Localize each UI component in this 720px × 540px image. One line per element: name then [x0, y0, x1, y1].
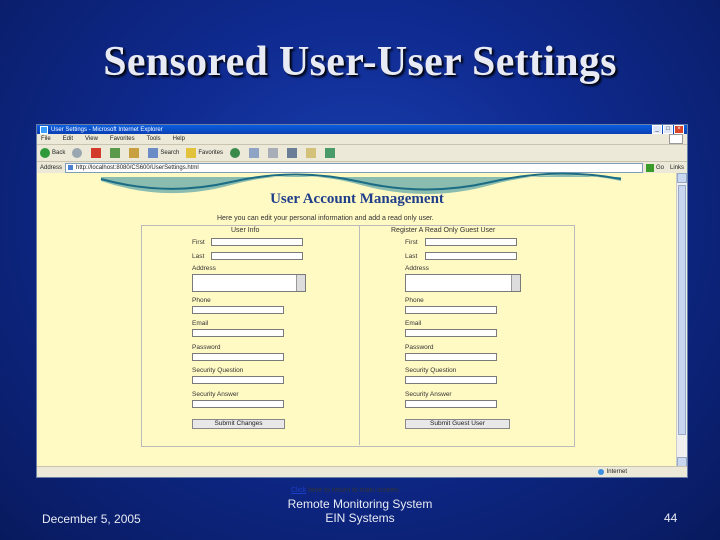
return-text: here to return to main screen.	[308, 487, 400, 494]
favorites-button[interactable]	[186, 148, 223, 158]
textarea-scrollbar[interactable]	[296, 275, 305, 291]
phone-label: Phone	[192, 297, 211, 304]
forward-arrow-icon	[72, 148, 82, 158]
security-answer-input[interactable]	[192, 400, 284, 408]
page-heading: User Account Management	[270, 191, 444, 207]
search-button[interactable]	[148, 148, 179, 158]
edit-page-button[interactable]	[287, 148, 299, 158]
back-arrow-icon	[40, 148, 50, 158]
scroll-up-button[interactable]	[677, 173, 687, 183]
menu-bar	[37, 134, 687, 145]
email-label: Email	[192, 320, 209, 327]
browser-titlebar	[37, 125, 687, 134]
password-label: Password	[192, 344, 221, 351]
intro-text: Here you can edit your personal information and add a read only user.	[217, 215, 434, 222]
guest-password-label: Password	[405, 344, 434, 351]
guest-phone-label: Phone	[405, 297, 424, 304]
messenger-icon	[325, 148, 335, 158]
slide-title: Sensored User-User Settings	[103, 39, 617, 85]
go-button[interactable]	[646, 164, 664, 172]
last-name-label: Last	[192, 253, 205, 260]
browser-window	[36, 124, 688, 494]
guest-security-answer-label: Security Answer	[405, 391, 452, 398]
messenger-button[interactable]	[325, 148, 337, 158]
guest-email-input[interactable]	[405, 329, 497, 337]
last-name-input[interactable]	[211, 252, 303, 260]
print-button[interactable]	[268, 148, 280, 158]
refresh-icon	[110, 148, 120, 158]
home-icon	[129, 148, 139, 158]
guest-first-name-label: First	[405, 239, 418, 246]
windows-logo-icon	[669, 134, 683, 144]
footer-date: December 5, 2005	[42, 512, 141, 526]
guest-address-textarea[interactable]	[405, 274, 521, 292]
page-scrollbar[interactable]	[676, 173, 687, 467]
guest-last-name-input[interactable]	[425, 252, 517, 260]
print-icon	[268, 148, 278, 158]
mail-icon	[249, 148, 259, 158]
address-value: http://localhost:8080/CS600/UserSettings.html	[76, 164, 199, 171]
discuss-button[interactable]	[306, 148, 318, 158]
password-input[interactable]	[192, 353, 284, 361]
menu-file[interactable]: File	[41, 136, 51, 142]
menu-favorites[interactable]: Favorites	[109, 136, 135, 142]
guest-first-name-input[interactable]	[425, 238, 517, 246]
footer-center	[260, 497, 460, 525]
menu-tools[interactable]: Tools	[146, 136, 161, 142]
page-number: 44	[664, 511, 678, 525]
forward-button[interactable]	[72, 148, 84, 158]
stop-button[interactable]	[91, 148, 103, 158]
security-question-label: Security Question	[192, 367, 244, 374]
return-link-row	[291, 487, 400, 494]
guest-address-label: Address	[405, 265, 429, 272]
guest-email-label: Email	[405, 320, 422, 327]
mail-button[interactable]	[249, 148, 261, 158]
submit-changes-button[interactable]: Submit Changes	[192, 419, 285, 429]
address-label: Address	[40, 164, 63, 171]
home-button[interactable]	[129, 148, 141, 158]
security-answer-label: Security Answer	[192, 391, 239, 398]
stop-icon	[91, 148, 101, 158]
browser-toolbar	[37, 145, 687, 162]
favorites-star-icon	[186, 148, 196, 158]
search-label: Search	[160, 150, 180, 156]
address-textarea[interactable]	[192, 274, 306, 292]
close-button[interactable]: ×	[674, 125, 684, 134]
guest-phone-input[interactable]	[405, 306, 497, 314]
maximize-button[interactable]: □	[663, 125, 673, 134]
menu-view[interactable]: View	[85, 136, 98, 142]
menu-help[interactable]: Help	[172, 136, 185, 142]
footer-system-name: Remote Monitoring System	[287, 497, 433, 511]
minimize-button[interactable]: _	[652, 125, 662, 134]
security-question-input[interactable]	[192, 376, 284, 384]
guest-security-question-input[interactable]	[405, 376, 497, 384]
go-label: Go	[655, 164, 664, 171]
favorites-label: Favorites	[198, 150, 224, 156]
footer-company: EIN Systems	[325, 511, 395, 525]
email-input[interactable]	[192, 329, 284, 337]
globe-icon	[598, 469, 604, 475]
scroll-thumb[interactable]	[678, 185, 686, 435]
window-title: User Settings - Microsoft Internet Explorer	[51, 126, 163, 133]
menu-edit[interactable]: Edit	[62, 136, 74, 142]
page-icon	[68, 165, 73, 170]
back-label: Back	[52, 150, 66, 156]
ie-logo-icon	[40, 126, 48, 134]
history-button[interactable]	[230, 148, 242, 158]
guest-last-name-label: Last	[405, 253, 418, 260]
security-zone	[598, 469, 627, 475]
guest-user-header: Register A Read Only Guest User	[391, 227, 496, 234]
zone-label: Internet	[606, 469, 627, 475]
discuss-icon	[306, 148, 316, 158]
refresh-button[interactable]	[110, 148, 122, 158]
phone-input[interactable]	[192, 306, 284, 314]
search-icon	[148, 148, 158, 158]
go-arrow-icon	[646, 164, 654, 172]
guest-textarea-scrollbar[interactable]	[511, 275, 520, 291]
history-icon	[230, 148, 240, 158]
address-input[interactable]	[65, 163, 643, 173]
address-label: Address	[192, 265, 216, 272]
submit-guest-user-button[interactable]: Submit Guest User	[405, 419, 510, 429]
first-name-label: First	[192, 239, 205, 246]
first-name-input[interactable]	[211, 238, 303, 246]
column-divider	[359, 225, 360, 445]
status-bar	[37, 466, 687, 477]
guest-security-question-label: Security Question	[405, 367, 457, 374]
links-label[interactable]: Links	[669, 164, 684, 171]
click-here-link[interactable]: Click	[291, 487, 307, 494]
guest-password-input[interactable]	[405, 353, 497, 361]
edit-page-icon	[287, 148, 297, 158]
back-button[interactable]	[40, 148, 65, 158]
guest-security-answer-input[interactable]	[405, 400, 497, 408]
user-info-header: User Info	[231, 227, 260, 234]
